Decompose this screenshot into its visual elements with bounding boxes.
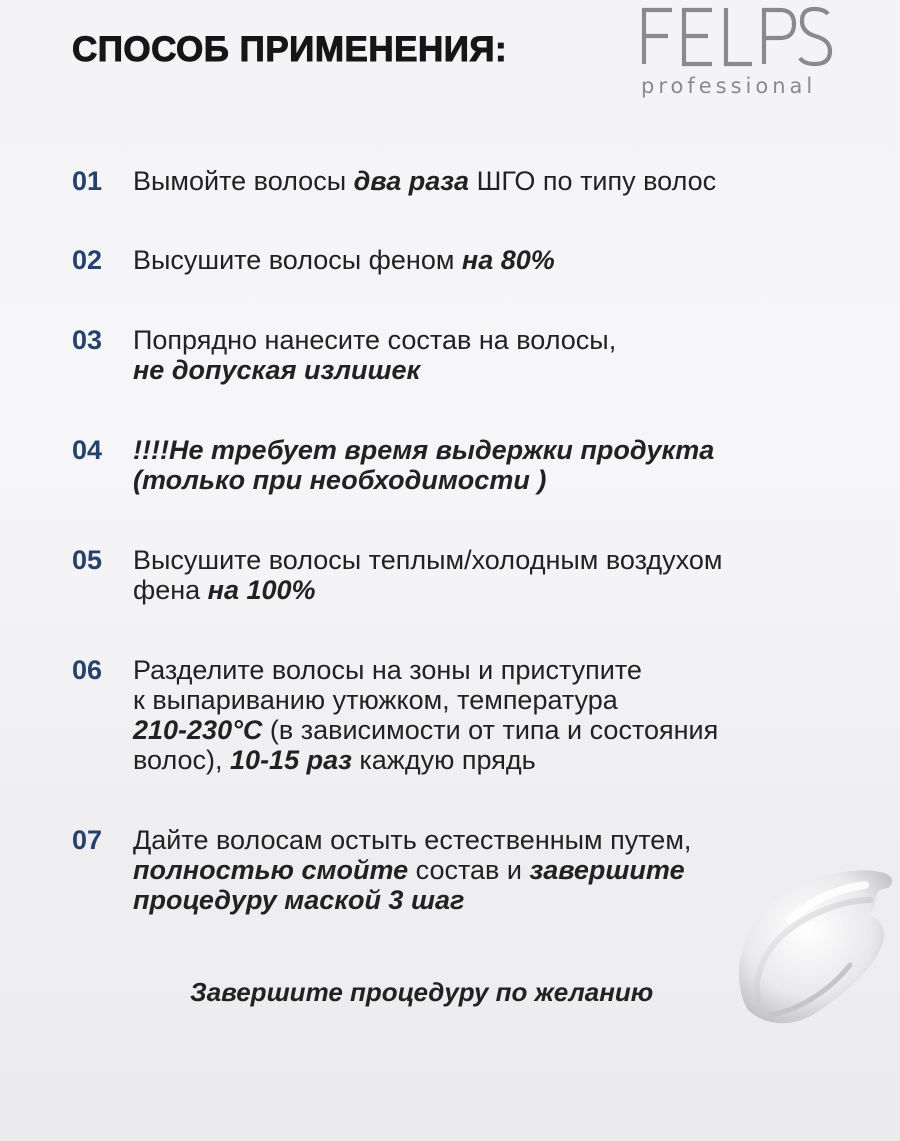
step-text-segment: Попрядно нанесите состав на волосы, bbox=[133, 325, 617, 355]
step-text-segment: фена bbox=[133, 575, 208, 605]
step-text-segment: волос), bbox=[133, 745, 231, 775]
step-text-emphasis: два раза bbox=[353, 166, 470, 196]
step-text-segment: Высушите волосы теплым/холодным воздухом bbox=[133, 545, 723, 575]
step-number: 03 bbox=[72, 325, 103, 355]
step-text bbox=[133, 545, 853, 605]
logo-wordmark-icon bbox=[634, 0, 834, 74]
step-text-segment: Вымойте волосы bbox=[133, 166, 354, 196]
step-text-segment: Дайте волосам остыть естественным путем, bbox=[133, 825, 692, 855]
step-number: 02 bbox=[72, 245, 103, 275]
step-text-emphasis: не допуская излишек bbox=[133, 355, 421, 385]
step-text-segment: к выпариванию утюжком, температура bbox=[133, 685, 618, 715]
step-text-emphasis: полностью смойте bbox=[133, 855, 409, 885]
cream-swatch-icon bbox=[730, 860, 900, 1040]
brand-logo bbox=[634, 0, 834, 100]
step-text bbox=[133, 166, 853, 196]
step-text-segment: Разделите волосы на зоны и приступите bbox=[133, 655, 642, 685]
step-text-emphasis: (только при необходимости ) bbox=[133, 465, 547, 495]
finish-note: Завершите процедуру по желанию bbox=[190, 977, 654, 1007]
step-text bbox=[133, 325, 853, 385]
step-text-emphasis: на 100% bbox=[207, 575, 316, 605]
page-title: СПОСОБ ПРИМЕНЕНИЯ: bbox=[72, 30, 508, 69]
step-number: 06 bbox=[72, 655, 103, 685]
step-text-emphasis: 210-230°С bbox=[133, 715, 263, 745]
step-text-segment: ШГО по типу волос bbox=[469, 166, 717, 196]
step-text-emphasis: на 80% bbox=[461, 245, 555, 275]
step-text bbox=[133, 655, 853, 775]
step-text-emphasis: !!!!Не требует время выдержки продукта bbox=[133, 435, 715, 465]
step-text-segment: (в зависимости от типа и состояния bbox=[262, 715, 719, 745]
step-text-segment: состав и bbox=[408, 855, 530, 885]
step-text-emphasis: 10-15 раз bbox=[230, 745, 352, 775]
logo-tagline: professional bbox=[641, 74, 817, 98]
step-text-emphasis: процедуру маской 3 шаг bbox=[133, 885, 465, 915]
step-text bbox=[133, 435, 853, 495]
step-text bbox=[133, 245, 853, 275]
step-text-segment: Высушите волосы феном bbox=[133, 245, 462, 275]
step-text-segment: каждую прядь bbox=[351, 745, 536, 775]
step-number: 01 bbox=[72, 166, 103, 196]
step-number: 04 bbox=[72, 435, 103, 465]
step-text-emphasis: завершите bbox=[529, 855, 685, 885]
step-number: 07 bbox=[72, 825, 103, 855]
step-number: 05 bbox=[72, 545, 103, 575]
